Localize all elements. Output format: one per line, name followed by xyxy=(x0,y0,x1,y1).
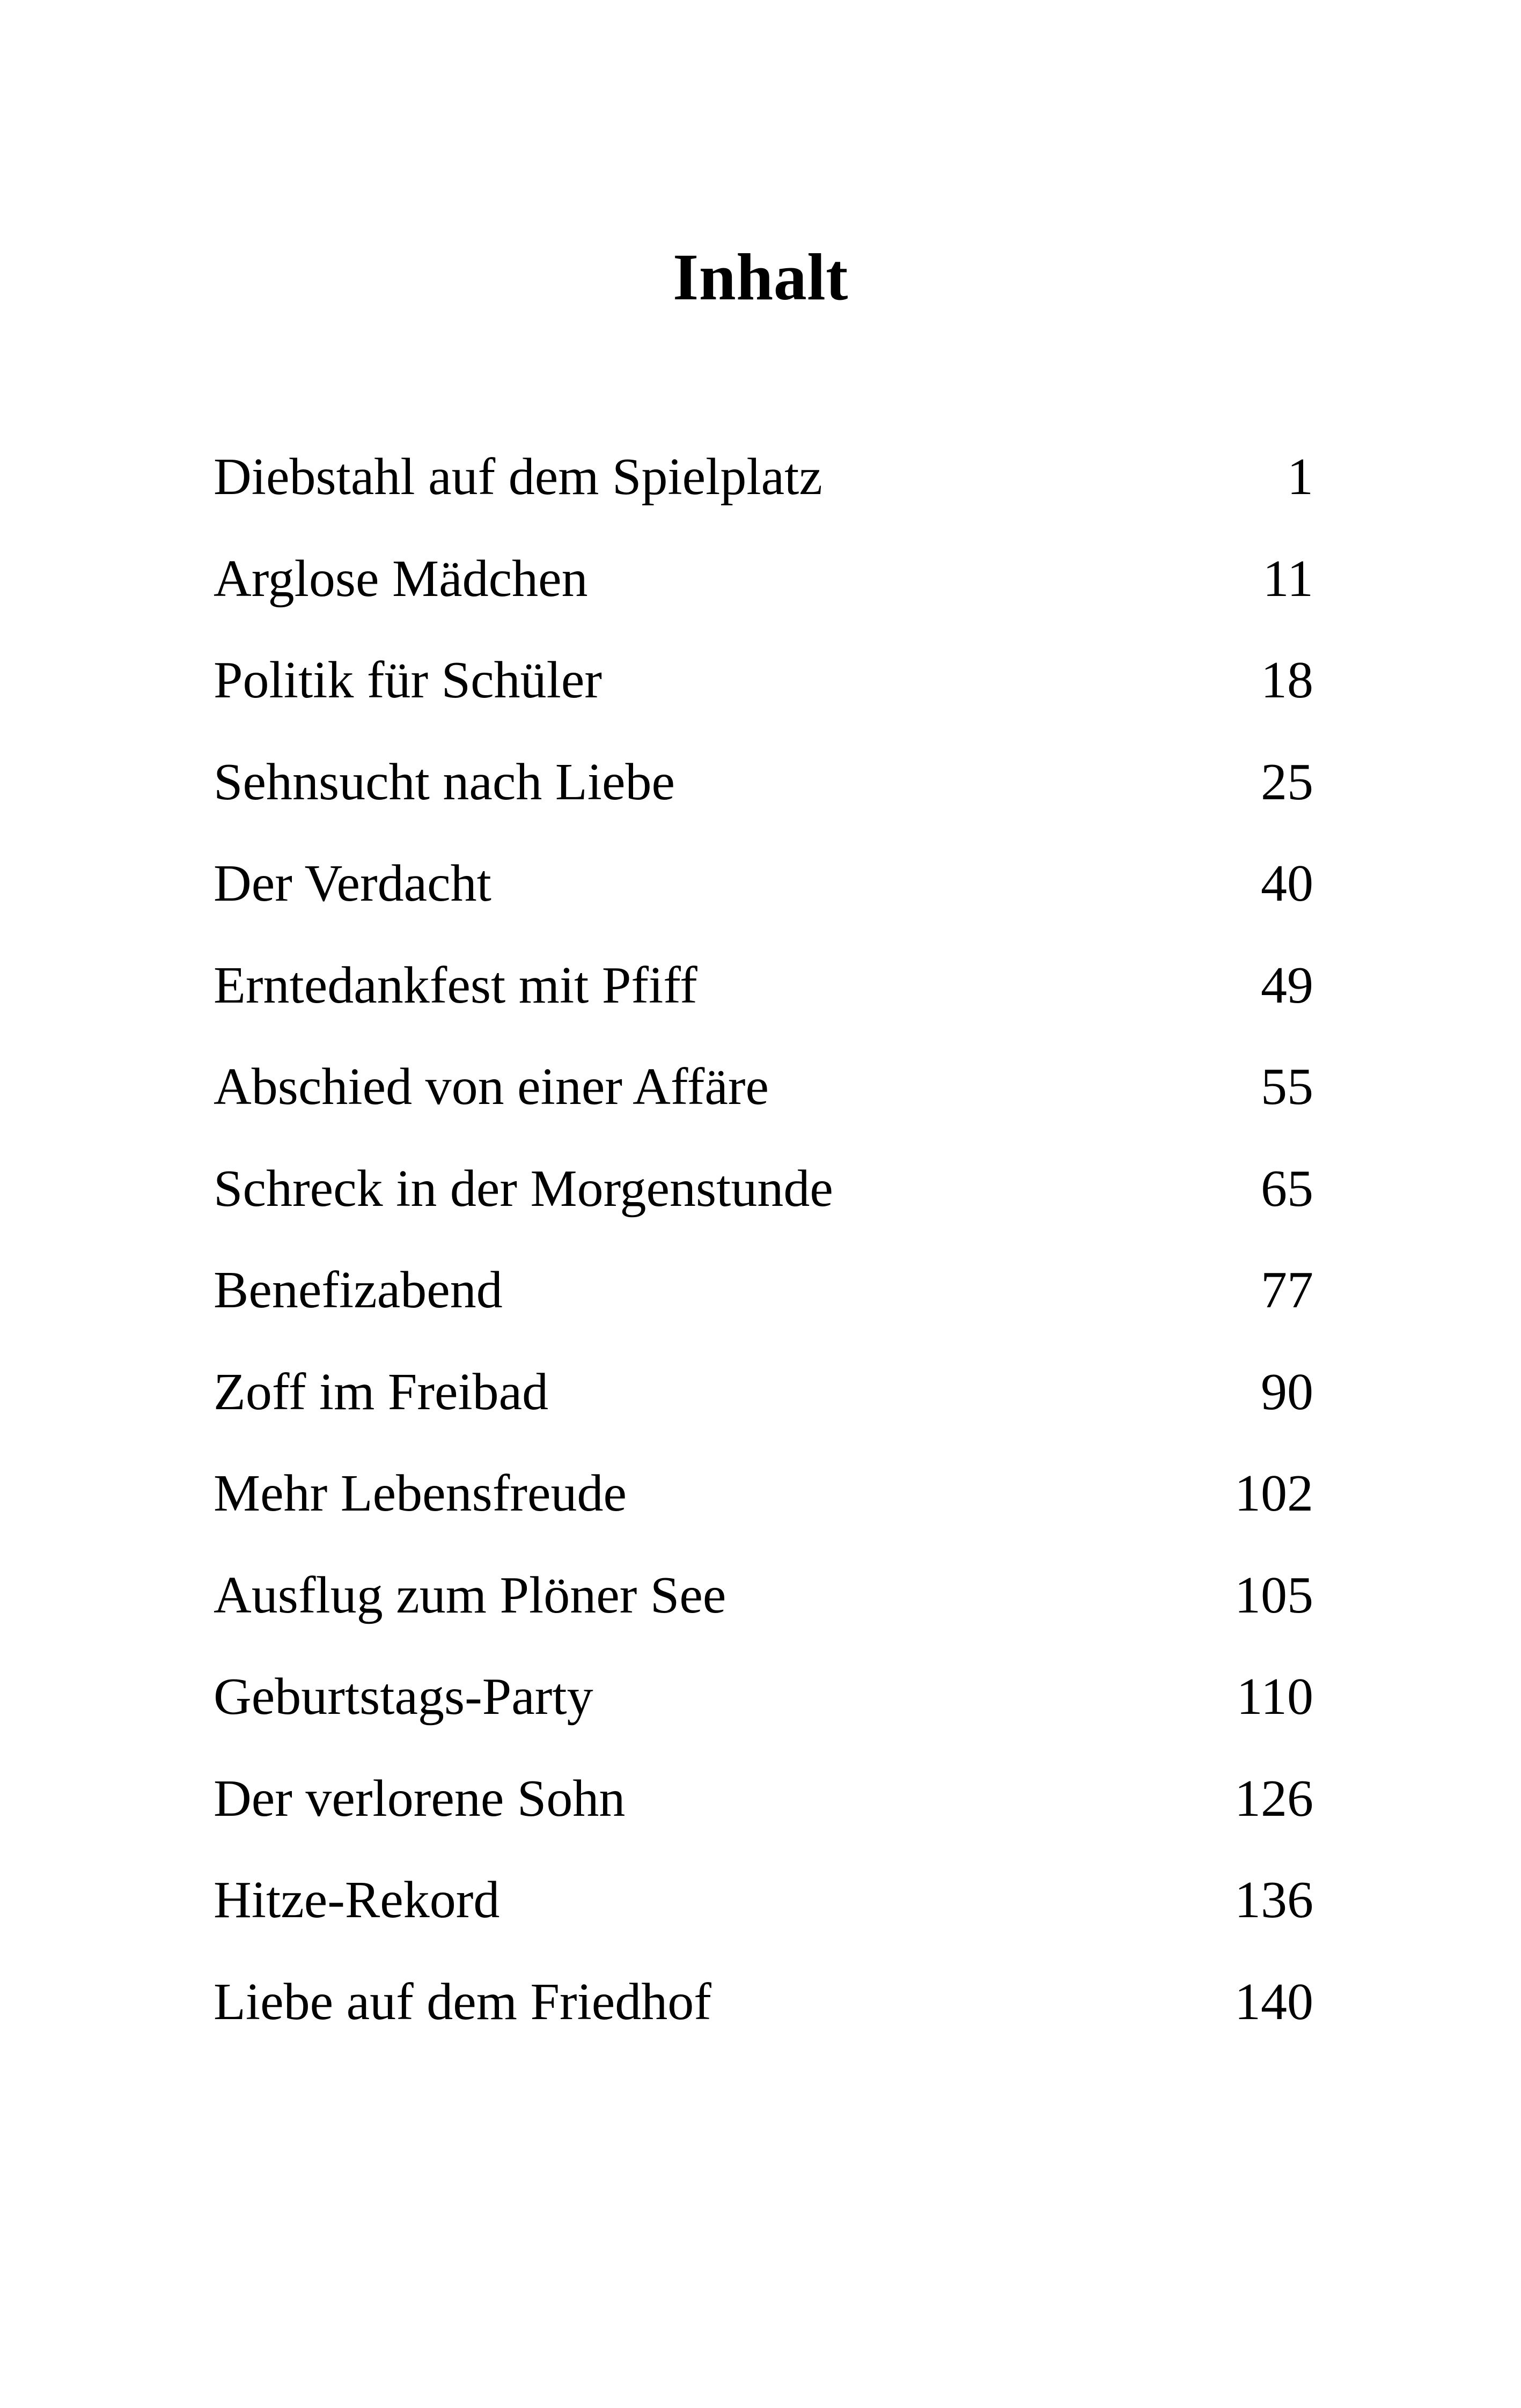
table-of-contents xyxy=(214,433,1313,2059)
toc-entry-page: 77 xyxy=(1261,1261,1313,1319)
toc-entry-title: Hitze-Rekord xyxy=(214,1871,500,1929)
toc-entry xyxy=(214,1551,1313,1653)
toc-entry-page: 105 xyxy=(1235,1566,1313,1624)
toc-entry xyxy=(214,1653,1313,1755)
toc-entry xyxy=(214,840,1313,941)
toc-entry-title: Diebstahl auf dem Spielplatz xyxy=(214,448,822,506)
toc-entry-title: Politik für Schüler xyxy=(214,651,602,709)
toc-entry-page: 11 xyxy=(1262,549,1313,608)
page-title: Inhalt xyxy=(673,240,848,314)
toc-entry-page: 140 xyxy=(1235,1972,1313,2031)
toc-entry xyxy=(214,1755,1313,1857)
toc-entry xyxy=(214,1145,1313,1247)
toc-entry-page: 18 xyxy=(1261,651,1313,709)
toc-entry-title: Ausflug zum Plöner See xyxy=(214,1566,726,1624)
toc-entry-title: Der Verdacht xyxy=(214,855,491,912)
toc-entry-page: 136 xyxy=(1235,1871,1313,1929)
toc-entry xyxy=(214,1348,1313,1450)
toc-entry xyxy=(214,1856,1313,1958)
toc-entry xyxy=(214,941,1313,1043)
toc-entry-page: 25 xyxy=(1261,753,1313,811)
toc-entry-title: Der verlorene Sohn xyxy=(214,1769,626,1828)
toc-entry-title: Schreck in der Morgenstunde xyxy=(214,1159,833,1218)
toc-entry xyxy=(214,1043,1313,1145)
toc-entry-page: 126 xyxy=(1235,1769,1313,1828)
toc-entry-title: Liebe auf dem Friedhof xyxy=(214,1972,711,2031)
toc-entry xyxy=(214,1958,1313,2060)
toc-entry-page: 55 xyxy=(1261,1058,1313,1116)
toc-entry xyxy=(214,1246,1313,1348)
toc-entry-page: 1 xyxy=(1287,448,1313,506)
toc-entry-title: Zoff im Freibad xyxy=(214,1363,549,1421)
toc-entry xyxy=(214,1449,1313,1551)
toc-entry-page: 110 xyxy=(1236,1668,1313,1726)
toc-entry-title: Benefizabend xyxy=(214,1261,503,1319)
toc-entry xyxy=(214,636,1313,738)
toc-entry-title: Geburtstags-Party xyxy=(214,1668,593,1726)
toc-entry-page: 40 xyxy=(1261,855,1313,912)
toc-entry-page: 90 xyxy=(1261,1363,1313,1421)
toc-entry-page: 65 xyxy=(1261,1159,1313,1218)
toc-entry-page: 49 xyxy=(1261,956,1313,1014)
toc-entry xyxy=(214,738,1313,840)
toc-entry-title: Arglose Mädchen xyxy=(214,549,588,608)
toc-entry-page: 102 xyxy=(1235,1464,1313,1522)
toc-entry xyxy=(214,535,1313,637)
toc-entry-title: Abschied von einer Affäre xyxy=(214,1058,769,1116)
toc-entry xyxy=(214,433,1313,535)
toc-entry-title: Mehr Lebensfreude xyxy=(214,1464,627,1522)
toc-entry-title: Erntedankfest mit Pfiff xyxy=(214,956,697,1014)
toc-entry-title: Sehnsucht nach Liebe xyxy=(214,753,675,811)
